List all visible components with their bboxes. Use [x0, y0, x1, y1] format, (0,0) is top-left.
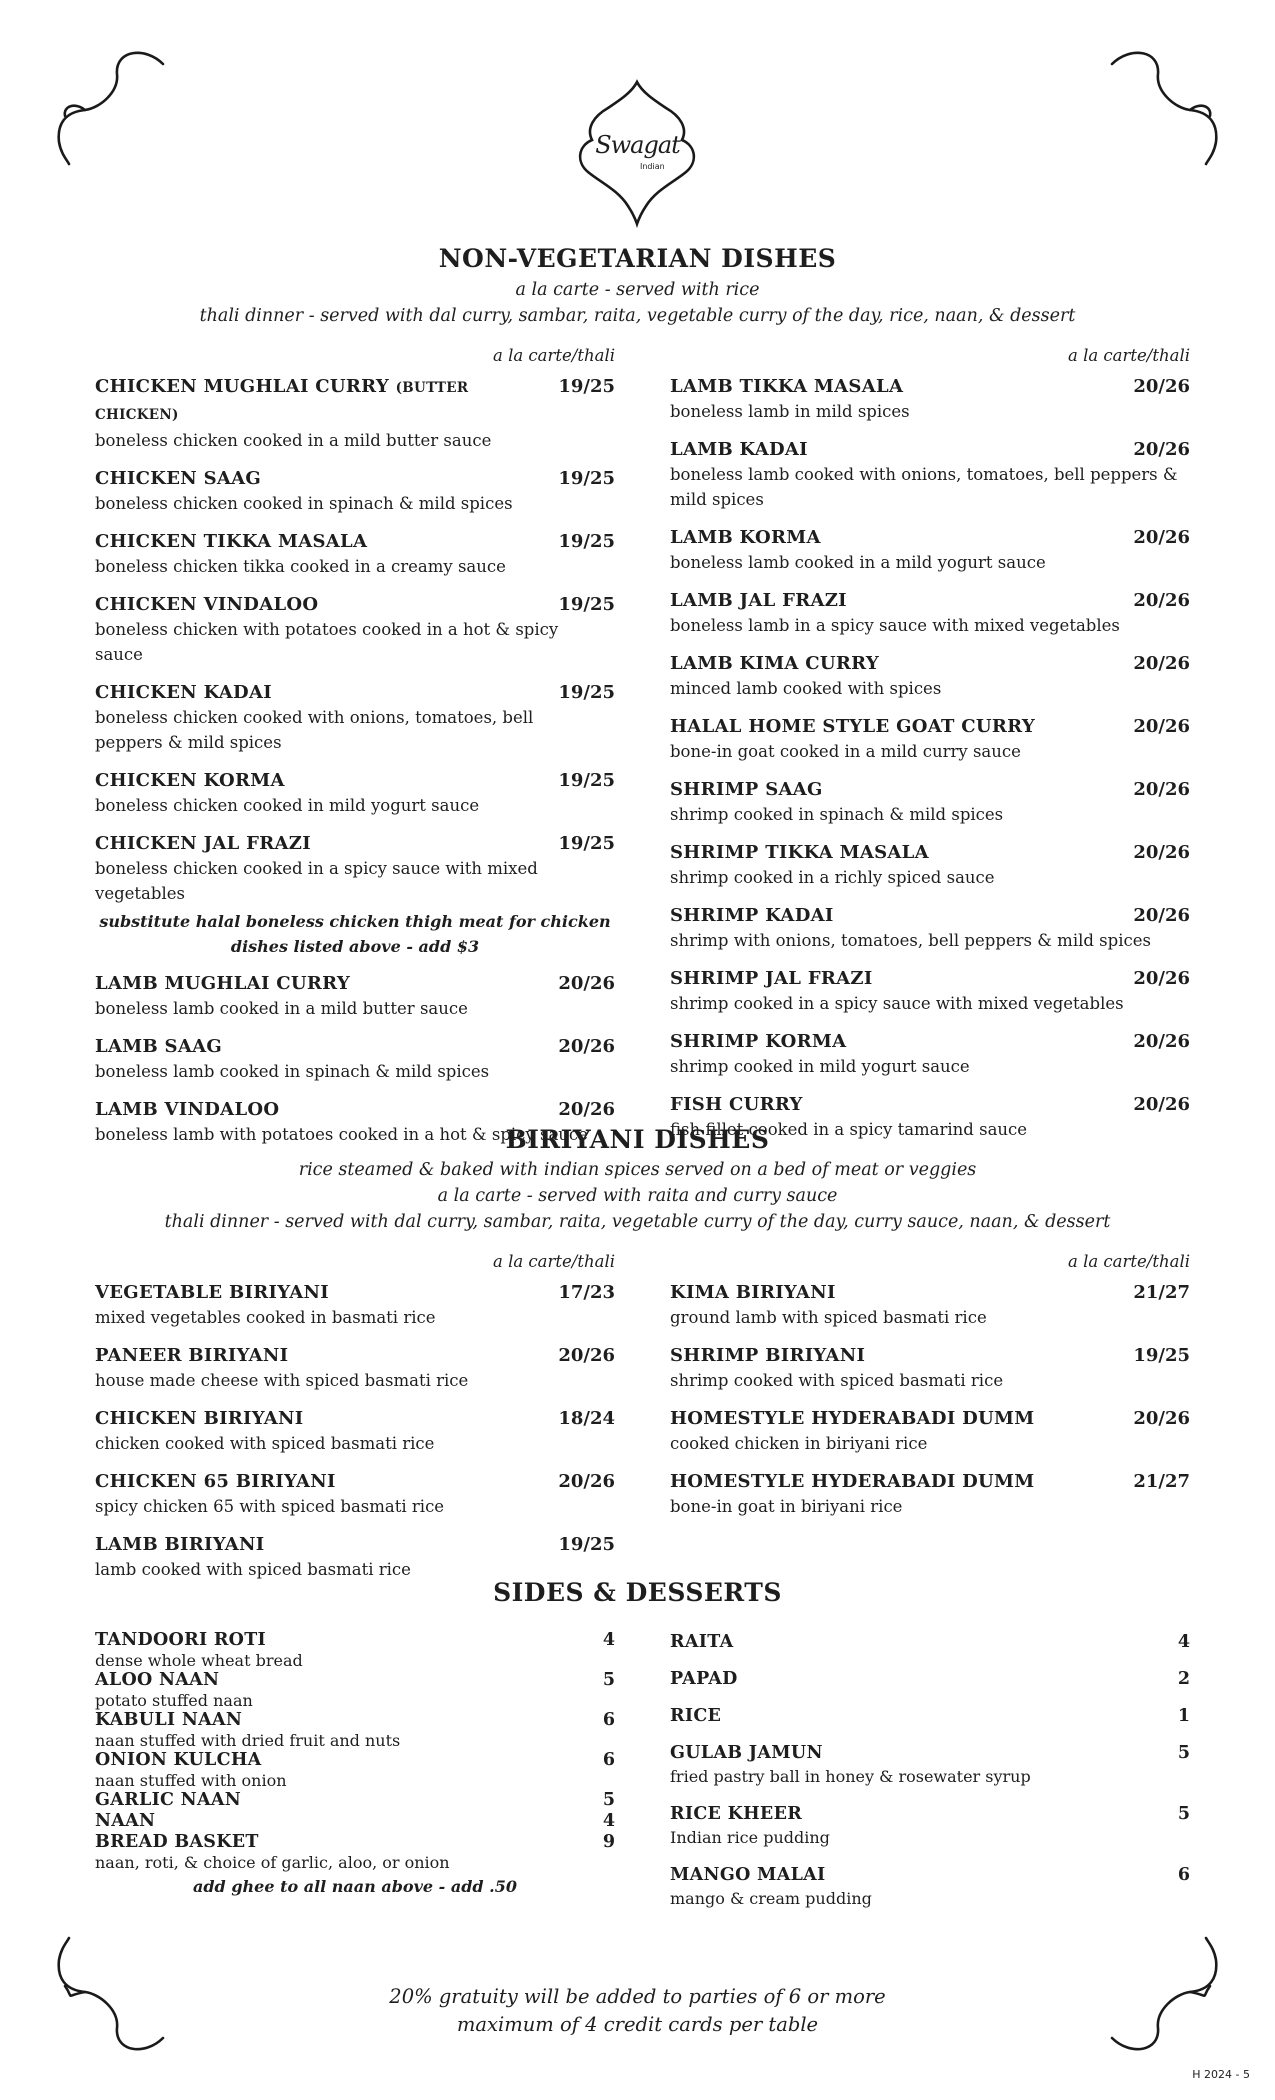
- item-name-text: HOMESTYLE HYDERABADI DUMM: [670, 1408, 1035, 1429]
- menu-item: [670, 1741, 1190, 1789]
- item-name-text: ALOO NAAN: [95, 1670, 220, 1690]
- item-price: 21/27: [1133, 1282, 1190, 1303]
- item-name-text: KIMA BIRIYANI: [670, 1282, 836, 1303]
- menu-item: [670, 840, 1190, 890]
- nonveg-left-column: [95, 374, 615, 1160]
- item-description: shrimp cooked in mild yogurt sauce: [670, 1057, 970, 1076]
- menu-item: [670, 1802, 1190, 1850]
- menu-item: [95, 1280, 615, 1330]
- item-description: shrimp with onions, tomatoes, bell peppers & mild spices: [670, 931, 1151, 950]
- item-name: [670, 1469, 1190, 1494]
- item-name-text: CHICKEN VINDALOO: [95, 594, 319, 615]
- item-price: 20/26: [1133, 968, 1190, 989]
- item-price: 19/25: [558, 468, 615, 489]
- item-description: Indian rice pudding: [670, 1828, 830, 1847]
- item-price: 20/26: [1133, 716, 1190, 737]
- item-name-text: LAMB JAL FRAZI: [670, 590, 847, 611]
- menu-item: [95, 1034, 615, 1084]
- menu-note: substitute halal boneless chicken thigh meat for chicken dishes listed above - add $3: [99, 912, 611, 956]
- item-name: [95, 1790, 615, 1811]
- item-price: 20/26: [558, 1471, 615, 1492]
- credit-card-note: maximum of 4 credit cards per table: [456, 2013, 819, 2036]
- item-price: 20/26: [1133, 1094, 1190, 1115]
- biriyani-right-col-header: a la carte/thali: [1067, 1252, 1190, 1271]
- item-price: 19/25: [558, 531, 615, 552]
- item-name-text: RICE KHEER: [670, 1804, 803, 1824]
- item-description: boneless chicken cooked in a spicy sauce with mixed vegetables: [95, 859, 538, 903]
- menu-item: [95, 1670, 615, 1710]
- biriyani-title: BIRIYANI DISHES: [505, 1125, 770, 1154]
- menu-item: [95, 1630, 615, 1670]
- item-name: [95, 1343, 615, 1368]
- nonveg-title: NON-VEGETARIAN DISHES: [438, 244, 837, 273]
- item-price: 19/25: [558, 1534, 615, 1555]
- item-price: 2: [1177, 1669, 1190, 1689]
- item-price: 19/25: [558, 833, 615, 854]
- item-name-text: FISH CURRY: [670, 1094, 803, 1115]
- item-name-text: SHRIMP BIRIYANI: [670, 1345, 866, 1366]
- menu-item: [95, 592, 615, 667]
- item-price: 6: [602, 1750, 615, 1770]
- item-price: 4: [602, 1630, 615, 1650]
- item-price: 19/25: [558, 376, 615, 397]
- menu-version: H 2024 - 5: [1192, 2068, 1250, 2081]
- menu-note: add ghee to all naan above - add .50: [193, 1877, 517, 1896]
- item-name-text: LAMB BIRIYANI: [95, 1534, 265, 1555]
- menu-item: [670, 588, 1190, 638]
- item-name: [670, 1280, 1190, 1305]
- item-description: chicken cooked with spiced basmati rice: [95, 1434, 435, 1453]
- item-name: [95, 1630, 615, 1651]
- item-description: boneless lamb cooked in spinach & mild spices: [95, 1062, 490, 1081]
- item-name-text: HOMESTYLE HYDERABADI DUMM: [670, 1471, 1035, 1492]
- item-name: [670, 1630, 1190, 1654]
- item-price: 20/26: [558, 1036, 615, 1057]
- item-name-text: HALAL HOME STYLE GOAT CURRY: [670, 716, 1036, 737]
- item-name-text: GULAB JAMUN: [670, 1743, 823, 1763]
- item-name-text: CHICKEN BIRIYANI: [95, 1408, 304, 1429]
- gratuity-note: 20% gratuity will be added to parties of 6 or more: [389, 1985, 886, 2008]
- menu-item: [670, 777, 1190, 827]
- item-price: 20/26: [1133, 590, 1190, 611]
- item-price: 5: [602, 1790, 615, 1810]
- item-name: [95, 768, 615, 793]
- item-description: ground lamb with spiced basmati rice: [670, 1308, 987, 1327]
- item-name: [670, 651, 1190, 676]
- item-description: bone-in goat in biriyani rice: [670, 1497, 903, 1516]
- item-name-text: BREAD BASKET: [95, 1832, 259, 1852]
- menu-item: [670, 1630, 1190, 1654]
- biriyani-left-col-header: a la carte/thali: [492, 1252, 615, 1271]
- item-name: [95, 1406, 615, 1431]
- item-name-text: CHICKEN MUGHLAI CURRY: [95, 376, 390, 397]
- menu-item: [95, 529, 615, 579]
- item-name: [670, 525, 1190, 550]
- menu-item: [670, 1704, 1190, 1728]
- item-name: [95, 1280, 615, 1305]
- sides-right-column: [670, 1630, 1190, 1924]
- item-name-text: NAAN: [95, 1811, 156, 1831]
- item-name: [95, 592, 615, 617]
- item-name: [95, 971, 615, 996]
- menu-item: [95, 971, 615, 1021]
- item-price: 21/27: [1133, 1471, 1190, 1492]
- item-name-text: LAMB MUGHLAI CURRY: [95, 973, 350, 994]
- item-price: 9: [602, 1832, 615, 1852]
- biriyani-subtitle-3: thali dinner - served with dal curry, sambar, raita, vegetable curry of the day, curry sauce, naan, & dessert: [164, 1212, 1111, 1232]
- item-name-text: SHRIMP KORMA: [670, 1031, 847, 1052]
- item-description: house made cheese with spiced basmati rice: [95, 1371, 469, 1390]
- item-name: [670, 1343, 1190, 1368]
- item-name-text: CHICKEN KORMA: [95, 770, 285, 791]
- item-name: [670, 374, 1190, 399]
- item-price: 17/23: [558, 1282, 615, 1303]
- item-description: mango & cream pudding: [670, 1889, 872, 1908]
- item-price: 19/25: [558, 682, 615, 703]
- item-name: [95, 529, 615, 554]
- item-name-text: LAMB VINDALOO: [95, 1099, 280, 1120]
- item-name: [670, 840, 1190, 865]
- item-name: [95, 680, 615, 705]
- item-name: [670, 1704, 1190, 1728]
- item-description: boneless lamb in a spicy sauce with mixed vegetables: [670, 616, 1120, 635]
- menu-item: [95, 1469, 615, 1519]
- item-name: [670, 437, 1190, 462]
- menu-item: [670, 1406, 1190, 1456]
- item-name-text: LAMB TIKKA MASALA: [670, 376, 904, 397]
- item-name: [670, 588, 1190, 613]
- item-name: [670, 777, 1190, 802]
- item-name: [95, 1097, 615, 1122]
- menu-item: [670, 374, 1190, 424]
- item-description: boneless chicken cooked in spinach & mild spices: [95, 494, 513, 513]
- item-description: mixed vegetables cooked in basmati rice: [95, 1308, 436, 1327]
- menu-item: [95, 466, 615, 516]
- item-name: [670, 966, 1190, 991]
- item-price: 5: [1177, 1743, 1190, 1763]
- item-name-text: KABULI NAAN: [95, 1710, 243, 1730]
- item-description: lamb cooked with spiced basmati rice: [95, 1560, 411, 1579]
- item-price: 6: [602, 1710, 615, 1730]
- item-name: [670, 1863, 1190, 1887]
- item-price: 1: [1177, 1706, 1190, 1726]
- item-name: [95, 1034, 615, 1059]
- menu-item: [670, 966, 1190, 1016]
- item-name-text: PAPAD: [670, 1669, 738, 1689]
- item-price: 4: [602, 1811, 615, 1831]
- item-name-text: GARLIC NAAN: [95, 1790, 242, 1810]
- menu-item: [95, 1710, 615, 1750]
- nonveg-right-column: [670, 374, 1190, 1155]
- item-name-text: SHRIMP KADAI: [670, 905, 834, 926]
- item-price: 20/26: [1133, 779, 1190, 800]
- item-description: cooked chicken in biriyani rice: [670, 1434, 928, 1453]
- item-price: 20/26: [558, 973, 615, 994]
- menu-item: [95, 1750, 615, 1790]
- menu-item: [670, 1280, 1190, 1330]
- corner-flourish-top-right: [1080, 42, 1230, 172]
- menu-item: [95, 1343, 615, 1393]
- item-name: [95, 1532, 615, 1557]
- menu-item: [95, 374, 615, 453]
- item-name: [95, 1832, 615, 1853]
- item-name-text: LAMB KADAI: [670, 439, 808, 460]
- menu-item: [95, 1811, 615, 1832]
- menu-item: [670, 1667, 1190, 1691]
- item-name-text: RAITA: [670, 1632, 734, 1652]
- item-name-text: LAMB KORMA: [670, 527, 821, 548]
- menu-item: [670, 1863, 1190, 1911]
- item-price: 20/26: [558, 1345, 615, 1366]
- sides-left-column: [95, 1630, 615, 1899]
- biriyani-subtitle-2: a la carte - served with raita and curry sauce: [437, 1186, 838, 1206]
- item-name-text: RICE: [670, 1706, 722, 1726]
- item-name: [670, 1741, 1190, 1765]
- item-description: naan stuffed with dried fruit and nuts: [95, 1731, 401, 1750]
- menu-item: [670, 651, 1190, 701]
- item-name-text: CHICKEN TIKKA MASALA: [95, 531, 368, 552]
- logo-subtext: Indian: [640, 162, 665, 171]
- restaurant-logo: [570, 78, 705, 228]
- menu-item: [670, 903, 1190, 953]
- menu-item: [670, 1029, 1190, 1079]
- item-description: boneless lamb in mild spices: [670, 402, 910, 421]
- item-description: minced lamb cooked with spices: [670, 679, 942, 698]
- menu-item: [95, 1406, 615, 1456]
- item-description: bone-in goat cooked in a mild curry sauce: [670, 742, 1021, 761]
- item-price: 20/26: [1133, 905, 1190, 926]
- item-name: [670, 1092, 1190, 1117]
- item-description: shrimp cooked in a richly spiced sauce: [670, 868, 995, 887]
- item-price: 20/26: [1133, 527, 1190, 548]
- item-name: [95, 374, 615, 428]
- menu-item: [670, 1469, 1190, 1519]
- item-description: boneless lamb with potatoes cooked in a hot & spicy sauce: [95, 1125, 588, 1144]
- item-name: [95, 1750, 615, 1771]
- biriyani-left-column: [95, 1280, 615, 1595]
- item-name: [95, 831, 615, 856]
- item-name-text: PANEER BIRIYANI: [95, 1345, 289, 1366]
- item-price: 19/25: [558, 770, 615, 791]
- item-description: dense whole wheat bread: [95, 1651, 303, 1670]
- item-description: boneless chicken with potatoes cooked in a hot & spicy sauce: [95, 620, 559, 664]
- nonveg-subtitle-1: a la carte - served with rice: [515, 280, 760, 300]
- item-name-text: SHRIMP TIKKA MASALA: [670, 842, 929, 863]
- item-description: boneless lamb cooked in a mild butter sauce: [95, 999, 468, 1018]
- corner-flourish-top-left: [45, 42, 195, 172]
- item-price: 6: [1177, 1865, 1190, 1885]
- item-description: fried pastry ball in honey & rosewater syrup: [670, 1767, 1031, 1786]
- menu-item: [95, 1790, 615, 1811]
- nonveg-left-col-header: a la carte/thali: [492, 346, 615, 365]
- item-name: [670, 1406, 1190, 1431]
- item-description: boneless chicken tikka cooked in a creamy sauce: [95, 557, 506, 576]
- item-name-text: LAMB KIMA CURRY: [670, 653, 879, 674]
- item-name-text: CHICKEN KADAI: [95, 682, 272, 703]
- item-description: potato stuffed naan: [95, 1691, 253, 1710]
- menu-item: [95, 768, 615, 818]
- item-price: 5: [1177, 1804, 1190, 1824]
- item-description: boneless lamb cooked in a mild yogurt sauce: [670, 553, 1046, 572]
- biriyani-right-column: [670, 1280, 1190, 1532]
- item-name-text: CHICKEN SAAG: [95, 468, 262, 489]
- item-price: 19/25: [558, 594, 615, 615]
- item-name: [95, 1469, 615, 1494]
- item-name: [95, 1670, 615, 1691]
- item-name-extra: (BUTTER CHICKEN): [95, 380, 469, 423]
- menu-item: [670, 525, 1190, 575]
- item-description: fish fillet cooked in a spicy tamarind sauce: [670, 1120, 1028, 1139]
- item-name-text: CHICKEN 65 BIRIYANI: [95, 1471, 336, 1492]
- item-description: naan, roti, & choice of garlic, aloo, or onion: [95, 1853, 450, 1872]
- item-name: [670, 1667, 1190, 1691]
- item-price: 5: [602, 1670, 615, 1690]
- item-name-text: LAMB SAAG: [95, 1036, 223, 1057]
- item-price: 18/24: [558, 1408, 615, 1429]
- item-description: boneless chicken cooked in a mild butter sauce: [95, 431, 492, 450]
- item-name: [670, 1802, 1190, 1826]
- item-name-text: CHICKEN JAL FRAZI: [95, 833, 311, 854]
- sides-title: SIDES & DESSERTS: [493, 1578, 782, 1607]
- item-name-text: SHRIMP JAL FRAZI: [670, 968, 873, 989]
- menu-item: [95, 831, 615, 906]
- item-price: 20/26: [1133, 439, 1190, 460]
- menu-item: [95, 1532, 615, 1582]
- item-name: [95, 1811, 615, 1832]
- menu-item: [670, 1343, 1190, 1393]
- item-description: boneless lamb cooked with onions, tomatoes, bell peppers & mild spices: [670, 465, 1178, 509]
- menu-item: [95, 1832, 615, 1872]
- item-description: shrimp cooked in spinach & mild spices: [670, 805, 1004, 824]
- item-name: [670, 903, 1190, 928]
- item-price: 20/26: [1133, 1408, 1190, 1429]
- biriyani-subtitle-1: rice steamed & baked with indian spices served on a bed of meat or veggies: [298, 1160, 977, 1180]
- item-name: [95, 466, 615, 491]
- item-name: [95, 1710, 615, 1731]
- item-name-text: VEGETABLE BIRIYANI: [95, 1282, 329, 1303]
- item-price: 19/25: [1133, 1345, 1190, 1366]
- item-price: 20/26: [1133, 1031, 1190, 1052]
- item-description: boneless chicken cooked in mild yogurt sauce: [95, 796, 480, 815]
- item-name: [670, 714, 1190, 739]
- menu-item: [670, 437, 1190, 512]
- item-name-text: ONION KULCHA: [95, 1750, 262, 1770]
- footer-notes: [0, 1983, 1275, 2039]
- nonveg-right-col-header: a la carte/thali: [1067, 346, 1190, 365]
- item-price: 4: [1177, 1632, 1190, 1652]
- item-description: shrimp cooked in a spicy sauce with mixed vegetables: [670, 994, 1124, 1013]
- item-price: 20/26: [558, 1099, 615, 1120]
- item-name: [670, 1029, 1190, 1054]
- nonveg-subtitle-2: thali dinner - served with dal curry, sambar, raita, vegetable curry of the day, rice, naan, & dessert: [199, 306, 1076, 326]
- item-name-text: MANGO MALAI: [670, 1865, 826, 1885]
- item-description: naan stuffed with onion: [95, 1771, 287, 1790]
- menu-item: [95, 680, 615, 755]
- item-name-text: TANDOORI ROTI: [95, 1630, 267, 1650]
- item-price: 20/26: [1133, 842, 1190, 863]
- item-description: shrimp cooked with spiced basmati rice: [670, 1371, 1004, 1390]
- item-description: boneless chicken cooked with onions, tomatoes, bell peppers & mild spices: [95, 708, 534, 752]
- item-description: spicy chicken 65 with spiced basmati rice: [95, 1497, 445, 1516]
- logo-wordmark: Swagat: [595, 131, 680, 159]
- item-name-text: SHRIMP SAAG: [670, 779, 823, 800]
- menu-item: [670, 714, 1190, 764]
- item-price: 20/26: [1133, 653, 1190, 674]
- item-price: 20/26: [1133, 376, 1190, 397]
